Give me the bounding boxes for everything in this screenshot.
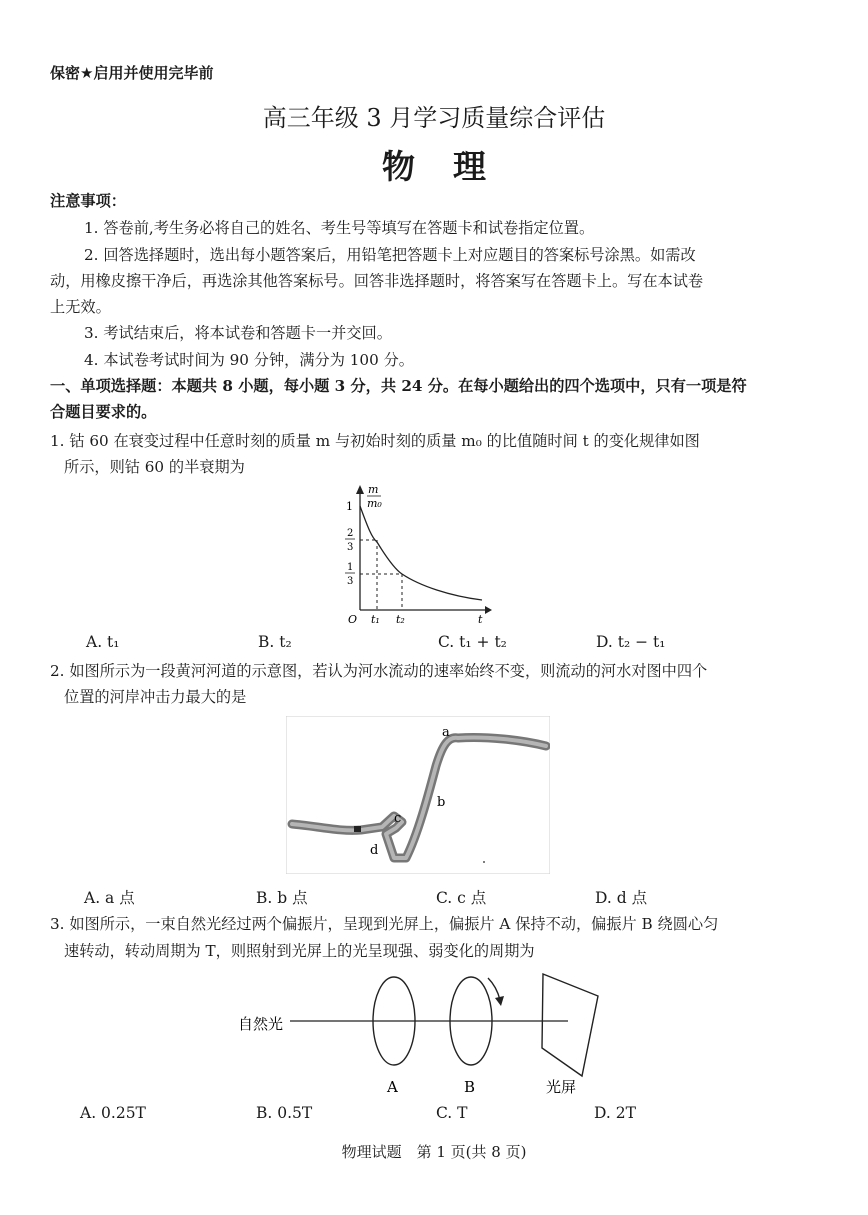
q3-option-a: A. 0.25T <box>80 1104 146 1122</box>
subject-title: 物理 <box>382 147 524 186</box>
y-label-numerator: m <box>368 483 379 496</box>
q1-option-a: A. t₁ <box>86 633 120 651</box>
question-1-line-1: 1. 钴 60 在衰变过程中任意时刻的质量 m 与初始时刻的质量 m₀ 的比值随时间 t 的变化规律如图 <box>50 432 700 450</box>
polarizer-diagram <box>230 968 610 1098</box>
confidential-notice: 保密★启用并使用完毕前 <box>50 64 214 82</box>
dam-marker <box>354 826 361 832</box>
t1-label: t₁ <box>371 613 380 626</box>
decay-graph <box>340 480 500 630</box>
q3-option-d: D. 2T <box>594 1104 636 1122</box>
exam-title: 高三年级 3 月学习质量综合评估 <box>262 104 606 132</box>
q1-option-d: D. t₂ − t₁ <box>596 633 666 651</box>
x-axis-arrow <box>485 606 492 614</box>
notice-item-3: 3. 考试结束后，将本试卷和答题卡一并交回。 <box>84 324 392 342</box>
y-label-denominator: m₀ <box>367 497 382 510</box>
question-2-line-1: 2. 如图所示为一段黄河河道的示意图，若认为河水流动的速率始终不变，则流动的河水对图中四个 <box>50 662 708 680</box>
point-d-label: d <box>370 843 379 858</box>
notice-item-2-line-1: 2. 回答选择题时，选出每小题答案后，用铅笔把答题卡上对应题目的答案标号涂黑。如需改 <box>84 246 696 264</box>
q2-option-d: D. d 点 <box>595 889 648 907</box>
natural-light-label: 自然光 <box>238 1015 284 1033</box>
polarizer-b-label: B <box>464 1078 476 1096</box>
point-a-label: a <box>442 725 450 740</box>
notice-heading: 注意事项： <box>50 192 126 210</box>
origin-label: O <box>348 613 358 626</box>
q3-option-b: B. 0.5T <box>256 1104 313 1122</box>
decay-curve <box>360 506 482 600</box>
tick-label-2-3-den: 3 <box>347 542 354 553</box>
x-axis-label: t <box>478 613 483 626</box>
rotation-arrow <box>488 978 500 1000</box>
section-1-heading-line-1: 一、单项选择题：本题共 8 小题，每小题 3 分，共 24 分。在每小题给出的四个选项中，只有一项是符 <box>50 377 747 395</box>
point-c-label: c <box>394 811 402 826</box>
q3-option-c: C. T <box>436 1104 468 1122</box>
q1-option-c: C. t₁ + t₂ <box>438 633 507 651</box>
light-screen <box>542 974 598 1076</box>
question-2-line-2: 位置的河岸冲击力最大的是 <box>64 688 247 706</box>
t2-label: t₂ <box>396 613 405 626</box>
section-1-heading-line-2: 合题目要求的。 <box>50 403 157 421</box>
point-b-label: b <box>437 795 446 810</box>
q2-option-a: A. a 点 <box>84 889 135 907</box>
q2-option-c: C. c 点 <box>436 889 487 907</box>
question-3-line-2: 速转动，转动周期为 T，则照射到光屏上的光呈现强、弱变化的周期为 <box>64 942 535 960</box>
notice-item-2-line-3: 上无效。 <box>50 298 111 316</box>
map-dot <box>483 861 485 863</box>
tick-label-1: 1 <box>346 500 353 513</box>
question-3-line-1: 3. 如图所示，一束自然光经过两个偏振片，呈现到光屏上，偏振片 A 保持不动，偏振片 B 绕圆心匀 <box>50 915 719 933</box>
q1-option-b: B. t₂ <box>258 633 292 651</box>
screen-label: 光屏 <box>546 1078 577 1096</box>
q2-option-b: B. b 点 <box>256 889 308 907</box>
notice-item-2-line-2: 动，用橡皮擦干净后，再选涂其他答案标号。回答非选择题时，将答案写在答题卡上。写在本试卷 <box>50 272 704 290</box>
notice-item-4: 4. 本试卷考试时间为 90 分钟，满分为 100 分。 <box>84 351 414 369</box>
tick-label-2-3-num: 2 <box>347 528 354 539</box>
polarizer-a-label: A <box>387 1078 398 1096</box>
y-axis-arrow <box>356 485 364 494</box>
page-footer: 物理试题 第 1 页(共 8 页) <box>341 1143 527 1161</box>
tick-label-1-3-den: 3 <box>347 576 354 587</box>
notice-item-1: 1. 答卷前,考生务必将自己的姓名、考生号等填写在答题卡和试卷指定位置。 <box>84 219 595 237</box>
rotation-arrowhead <box>495 996 504 1006</box>
tick-label-1-3-num: 1 <box>347 562 354 573</box>
question-1-line-2: 所示，则钴 60 的半衰期为 <box>64 458 245 476</box>
river-map <box>286 716 550 874</box>
